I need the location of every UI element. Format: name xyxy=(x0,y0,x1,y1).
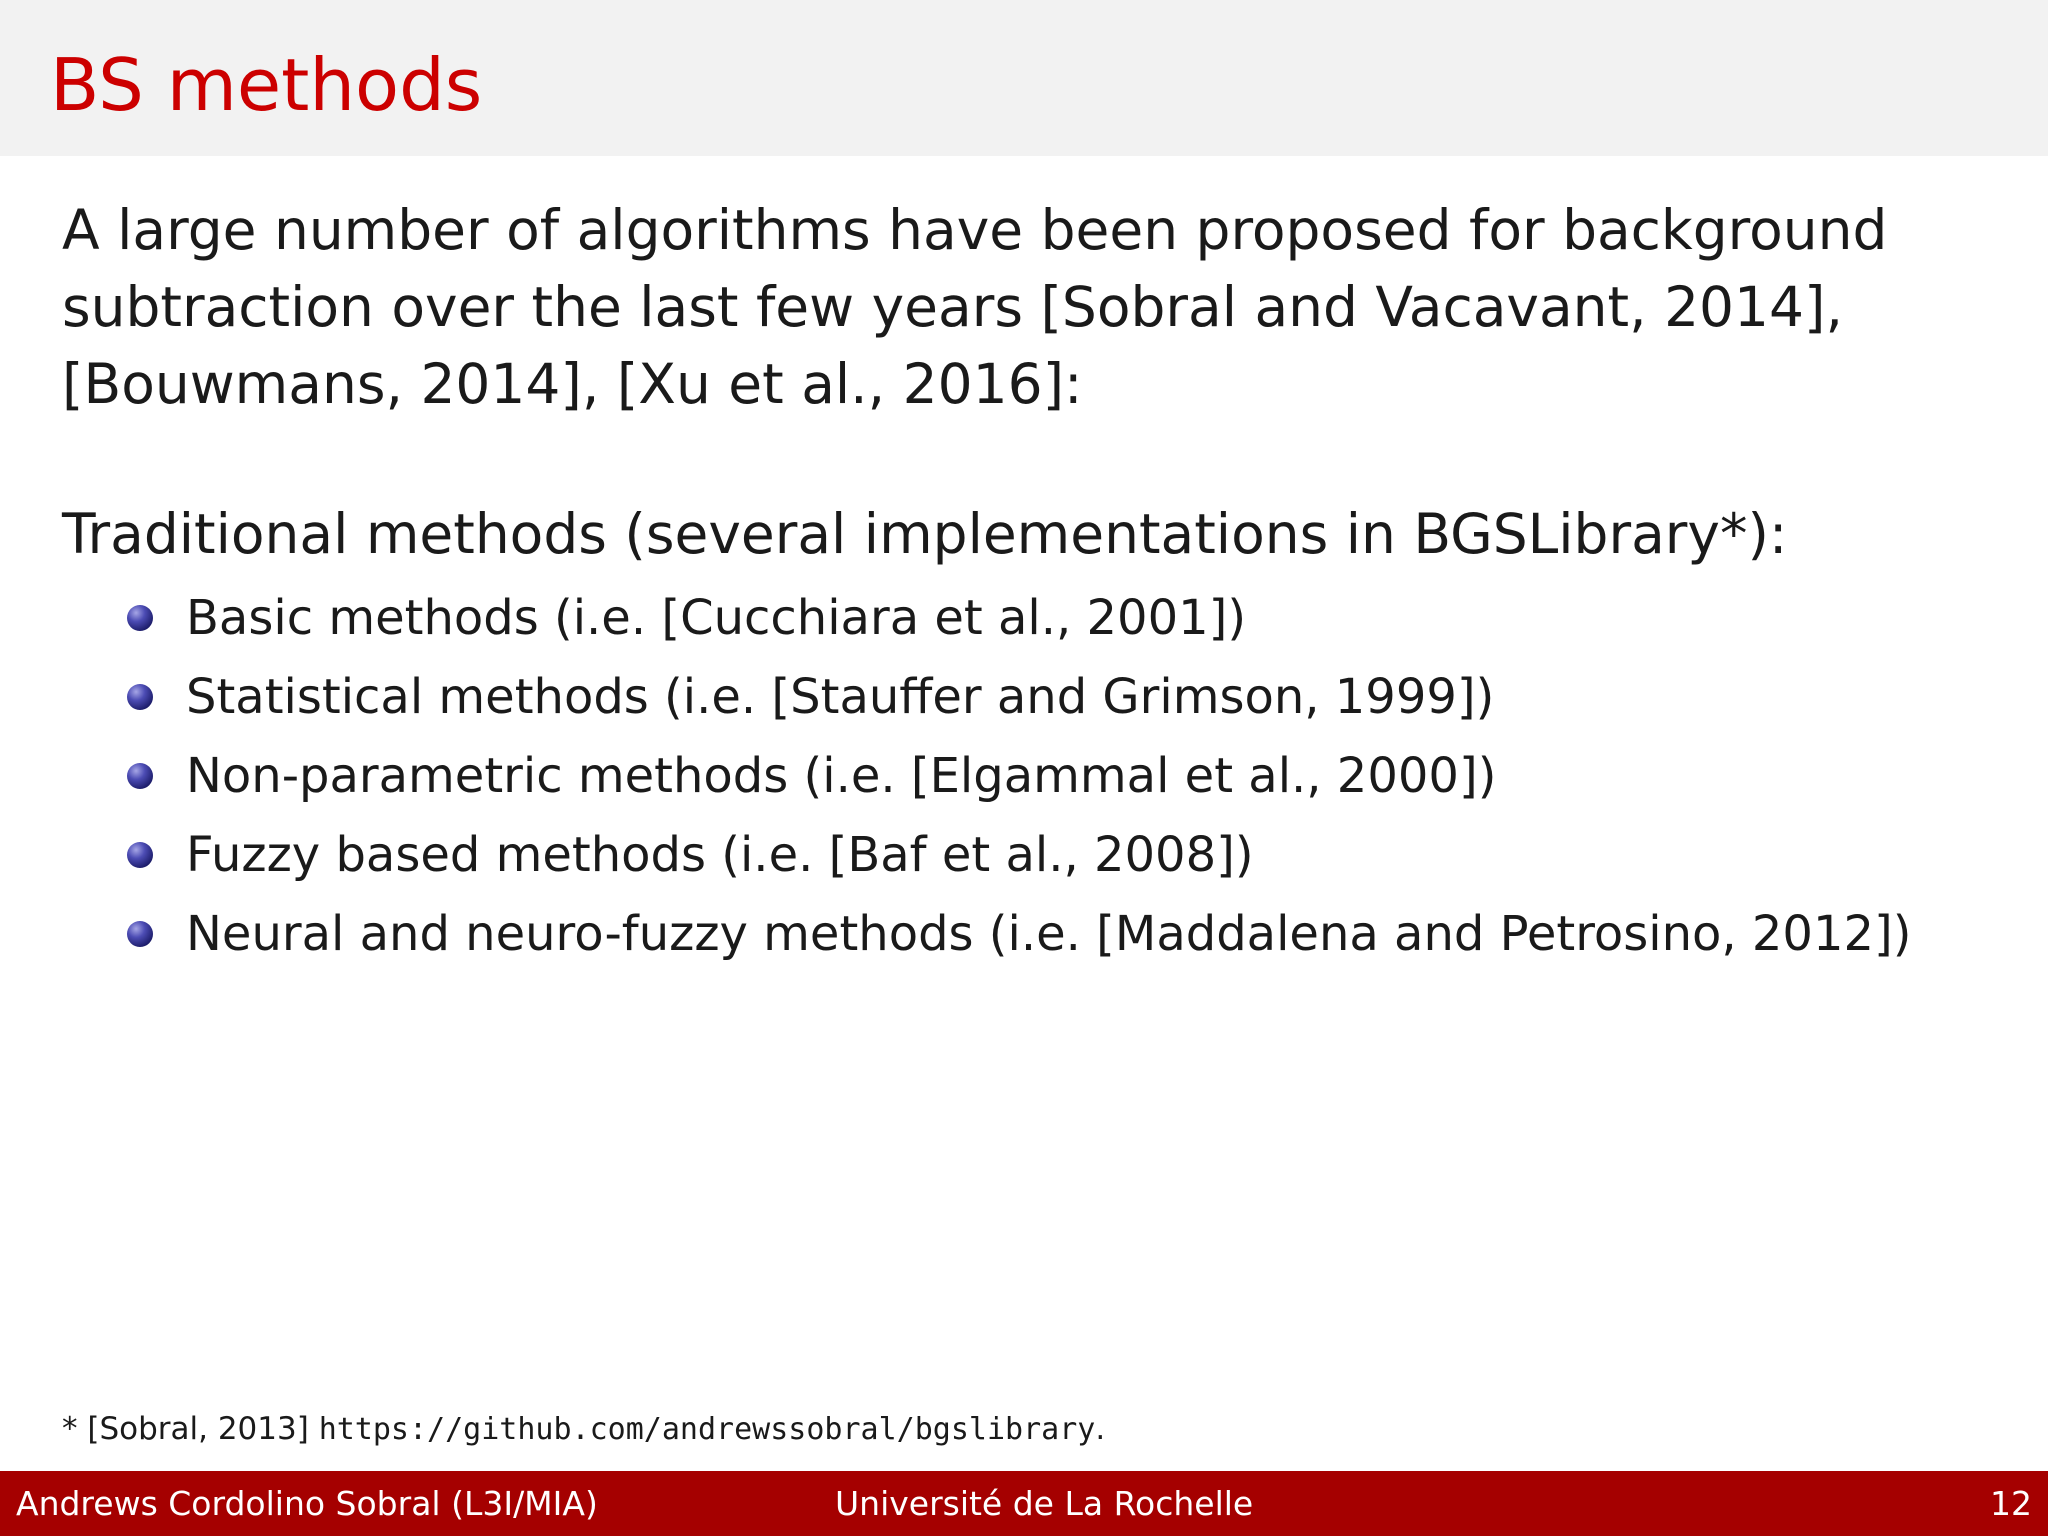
title-bar xyxy=(0,0,2048,156)
intro-line: [Bouwmans, 2014], [Xu et al., 2016]: xyxy=(62,352,1083,416)
traditional-methods-heading: Traditional methods (several implementations in BGSLibrary*): xyxy=(62,502,1788,566)
method-text: Non-parametric methods (i.e. [Elgammal et al., 2000]) xyxy=(186,747,1497,804)
method-text: Statistical methods (i.e. [Stauffer and Grimson, 1999]) xyxy=(186,668,1495,725)
footer-bar xyxy=(0,1471,2048,1536)
method-text: Neural and neuro-fuzzy methods (i.e. [Maddalena and Petrosino, 2012]) xyxy=(186,905,1912,962)
intro-line: A large number of algorithms have been proposed for background xyxy=(62,198,1888,262)
footnote-citation: * [Sobral, 2013] xyxy=(62,1411,319,1447)
bullet-icon xyxy=(127,605,153,631)
method-text: Fuzzy based methods (i.e. [Baf et al., 2008]) xyxy=(186,826,1254,883)
bullet-icon xyxy=(127,684,153,710)
method-text: Basic methods (i.e. [Cucchiara et al., 2001]) xyxy=(186,589,1247,646)
footnote-url: https://github.com/andrewssobral/bgslibrary xyxy=(318,1412,1096,1447)
footer-institution: Université de La Rochelle xyxy=(835,1484,1254,1523)
intro-paragraph xyxy=(62,192,1962,423)
bullet-icon xyxy=(127,842,153,868)
footnote-trailing: . xyxy=(1095,1411,1106,1447)
bullet-icon xyxy=(127,763,153,789)
bullet-icon xyxy=(127,921,153,947)
footer-author: Andrews Cordolino Sobral (L3I/MIA) xyxy=(16,1484,598,1523)
page-number: 12 xyxy=(1990,1484,2032,1523)
footnote xyxy=(62,1407,1105,1452)
intro-line: subtraction over the last few years [Sobral and Vacavant, 2014], xyxy=(62,275,1843,339)
slide-title: BS methods xyxy=(50,43,483,127)
